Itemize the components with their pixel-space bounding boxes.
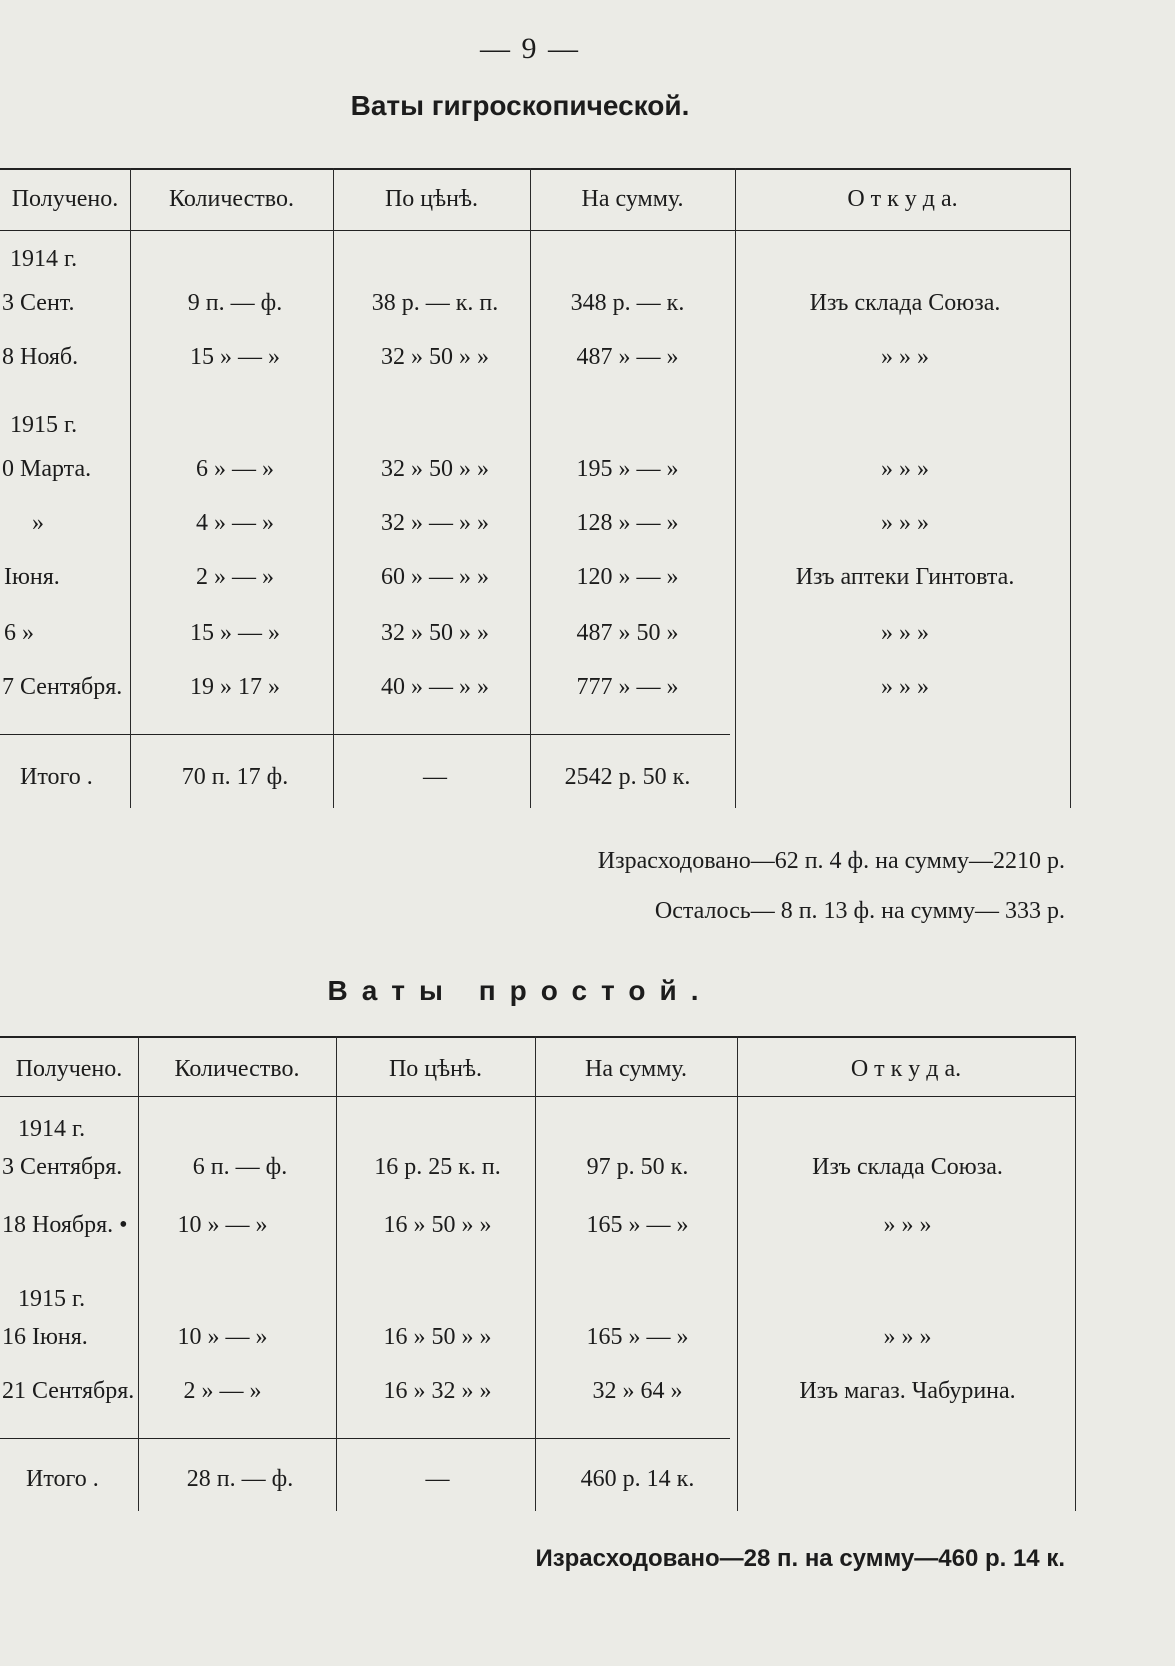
header-sum: На сумму. [585,1056,687,1082]
row-price: 32 » 50 » » [381,344,489,370]
row-date: 21 Сентября. [2,1378,135,1404]
row-sum: 487 » — » [576,344,679,370]
row-qty: 15 » — » [190,620,280,646]
row-date: 3 Сентября. [2,1154,123,1180]
row-sum: 120 » — » [576,564,679,590]
total-label: Итого . [20,764,93,790]
row-price: 32 » — » » [381,510,489,536]
year-row: 1915 г. [10,412,78,438]
header-received: Получено. [15,1056,123,1082]
row-price: 32 » 50 » » [381,620,489,646]
row-sum: 195 » — » [576,456,679,482]
row-from: Изъ аптеки Гинтовта. [795,564,1015,590]
row-sum: 32 » 64 » [592,1378,683,1404]
row-qty: 15 » — » [190,344,280,370]
row-sum: 165 » — » [586,1212,689,1238]
row-qty: 10 » — » [177,1212,268,1238]
row-date: 0 Марта. [2,456,92,482]
total-qty: 70 п. 17 ф. [181,764,289,790]
header-quantity: Количество. [174,1056,300,1082]
row-from: » » » [883,1324,932,1350]
row-from: » » » [881,674,929,700]
row-sum: 97 р. 50 к. [586,1154,689,1180]
section1-spent: Израсходовано—62 п. 4 ф. на сумму—2210 р. [597,848,1065,874]
row-date: » [32,510,44,536]
row-sum: 777 » — » [576,674,679,700]
row-from: » » » [881,510,929,536]
year-row: 1915 г. [18,1286,86,1312]
header-sum: На сумму. [581,186,684,212]
header-from: О т к у д а. [847,186,958,212]
row-qty: 2 » — » [183,1378,262,1404]
row-qty: 9 п. — ф. [187,290,283,316]
row-price: 16 » 50 » » [383,1324,492,1350]
row-from: » » » [881,456,929,482]
row-price: 16 » 50 » » [383,1212,492,1238]
row-price: 38 р. — к. п. [371,290,499,316]
row-date: 3 Сент. [2,290,75,316]
row-qty: 4 » — » [196,510,274,536]
row-qty: 19 » 17 » [190,674,280,700]
row-price: 40 » — » » [381,674,489,700]
total-qty: 28 п. — ф. [186,1466,294,1492]
row-price: 32 » 50 » » [381,456,489,482]
row-price: 16 » 32 » » [383,1378,492,1404]
row-qty: 6 п. — ф. [192,1154,288,1180]
row-date: 8 Нояб. [2,344,79,370]
row-from: Изъ магаз. Чабурина. [799,1378,1016,1404]
row-from: » » » [881,620,929,646]
row-from: Изъ склада Союза. [812,1154,1003,1180]
row-sum: 165 » — » [586,1324,689,1350]
row-qty: 2 » — » [196,564,274,590]
row-sum: 128 » — » [576,510,679,536]
year-row: 1914 г. [10,246,78,272]
section1-table [0,168,1080,818]
row-date: 16 Iюня. [2,1324,88,1350]
row-sum: 487 » 50 » [576,620,679,646]
total-label: Итого . [26,1466,99,1492]
section1-title: Ваты гигроскопической. [350,90,690,121]
row-date: 18 Ноября. • [2,1212,128,1238]
row-price: 60 » — » » [381,564,489,590]
section2-title: Ваты простой. [327,975,713,1006]
row-from: » » » [883,1212,932,1238]
section2-table [0,1036,1080,1516]
header-price: По цѣнѣ. [388,1056,483,1082]
row-from: » » » [881,344,929,370]
row-qty: 6 » — » [196,456,274,482]
total-price: — [423,764,447,790]
row-date: 7 Сентября. [2,674,123,700]
row-date: Iюня. [4,564,60,590]
row-from: Изъ склада Союза. [809,290,1001,316]
row-price: 16 р. 25 к. п. [374,1154,501,1180]
section1-remaining: Осталось— 8 п. 13 ф. на сумму— 333 р. [654,898,1065,924]
row-qty: 10 » — » [177,1324,268,1350]
header-quantity: Количество. [169,186,294,212]
header-from: О т к у д а. [850,1056,962,1082]
section2-spent: Израсходовано—28 п. на сумму—460 р. 14 к. [535,1545,1065,1572]
row-date: 6 » [4,620,34,646]
total-sum: 460 р. 14 к. [580,1466,695,1492]
page-number: — 9 — [480,32,580,65]
total-sum: 2542 р. 50 к. [564,764,691,790]
year-row: 1914 г. [18,1116,86,1142]
header-price: По цѣнѣ. [384,186,479,212]
header-received: Получено. [11,186,119,212]
row-sum: 348 р. — к. [570,290,685,316]
total-price: — [425,1466,450,1492]
